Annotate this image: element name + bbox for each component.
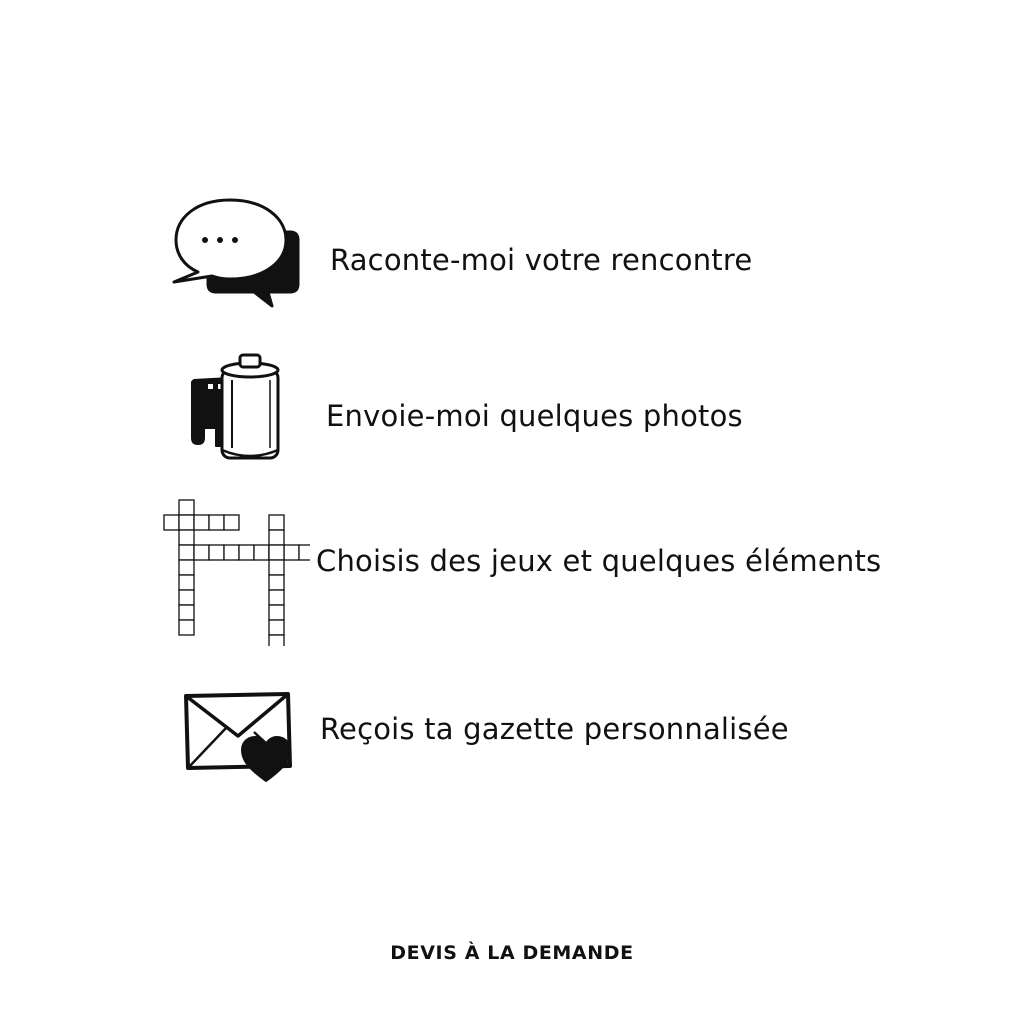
- crossword-cell: [239, 545, 254, 560]
- step-label: Reçois ta gazette personnalisée: [320, 712, 789, 746]
- crossword-grid-icon: [160, 496, 310, 646]
- crossword-cell: [179, 545, 194, 560]
- crossword-cell: [194, 545, 209, 560]
- crossword-cell: [284, 545, 299, 560]
- step-label: Choisis des jeux et quelques éléments: [316, 544, 882, 578]
- step-label: Envoie-moi quelques photos: [326, 399, 743, 433]
- crossword-cell: [179, 560, 194, 575]
- crossword-cell: [269, 515, 284, 530]
- crossword-cell: [179, 620, 194, 635]
- crossword-cell: [179, 605, 194, 620]
- crossword-cell: [269, 620, 284, 635]
- footer-text: DEVIS À LA DEMANDE: [390, 942, 634, 964]
- crossword-cell: [269, 575, 284, 590]
- crossword-cell: [209, 545, 224, 560]
- envelope-heart-icon: [178, 688, 298, 786]
- crossword-cell: [269, 590, 284, 605]
- film-canister-icon: [186, 350, 286, 465]
- crossword-cell: [179, 575, 194, 590]
- crossword-cell: [209, 515, 224, 530]
- crossword-cell: [269, 635, 284, 646]
- crossword-cell: [179, 515, 194, 530]
- crossword-cell: [269, 605, 284, 620]
- crossword-cell: [269, 530, 284, 545]
- speech-bubbles-icon: [168, 192, 303, 310]
- crossword-cell: [269, 560, 284, 575]
- crossword-cell: [179, 530, 194, 545]
- crossword-cell: [224, 545, 239, 560]
- crossword-cell: [194, 515, 209, 530]
- crossword-cell: [254, 545, 269, 560]
- crossword-cell: [269, 545, 284, 560]
- crossword-cell: [164, 515, 179, 530]
- step-label: Raconte-moi votre rencontre: [330, 243, 753, 277]
- crossword-cell: [299, 545, 310, 560]
- crossword-cell: [179, 500, 194, 515]
- crossword-cell: [179, 590, 194, 605]
- crossword-cell: [224, 515, 239, 530]
